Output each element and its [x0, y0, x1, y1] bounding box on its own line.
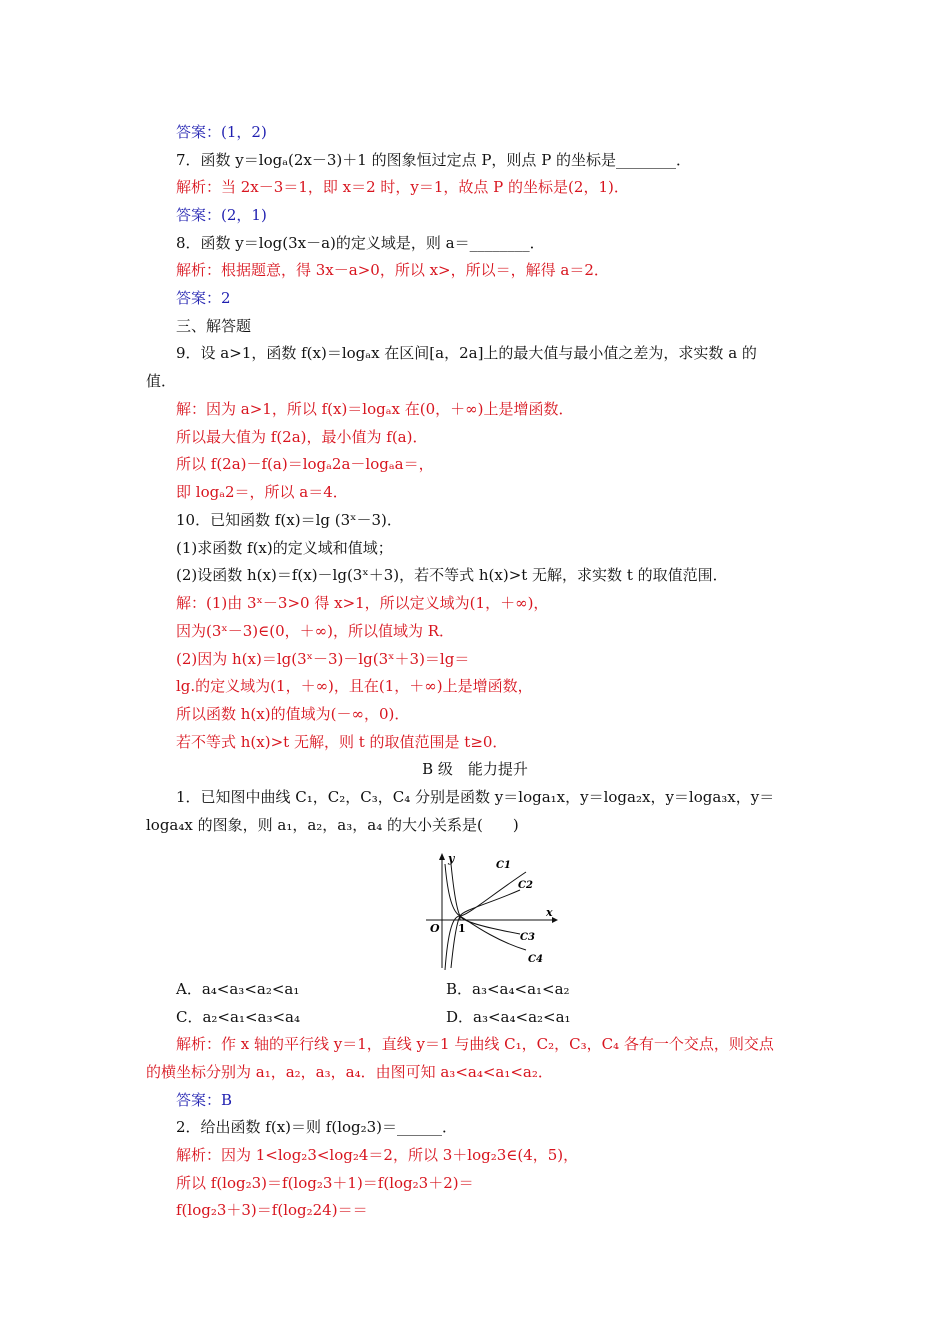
solution-line: 即 logₐ2＝，所以 a＝4．: [176, 483, 348, 501]
solution-line: 所以 f(log₂3)＝f(log₂3＋1)＝f(log₂3＋2)＝: [176, 1174, 474, 1192]
question-10-part-1: (1)求函数 f(x)的定义域和值域；: [176, 539, 393, 557]
solution-line: 所以最大值为 f(2a)，最小值为 f(a)．: [176, 428, 428, 446]
answer-line: 答案：(1，2): [176, 123, 267, 141]
x-axis-label: x: [546, 906, 553, 919]
solution-line: 所以函数 h(x)的值域为(－∞，0)．: [176, 705, 410, 723]
solution-line: 所以 f(2a)－f(a)＝logₐ2a－logₐa＝，: [176, 455, 434, 473]
question-b2: 2．给出函数 f(x)＝则 f(log₂3)＝______．: [176, 1118, 458, 1136]
question-b1-continued: loga₄x 的图象，则 a₁，a₂，a₃，a₄ 的大小关系是( ): [146, 816, 519, 834]
answer-line: 答案：2: [176, 289, 231, 307]
solution-line: (2)因为 h(x)＝lg(3ˣ－3)－lg(3ˣ＋3)＝lg＝: [176, 650, 470, 668]
question-9-continued: 值．: [146, 372, 177, 390]
solution-line: 若不等式 h(x)>t 无解，则 t 的取值范围是 t≥0．: [176, 733, 508, 751]
option-d: D．a₃<a₄<a₂<a₁: [446, 1008, 571, 1026]
question-8: 8．函数 y＝log(3x－a)的定义域是，则 a＝________．: [176, 234, 545, 252]
c1-label: C1: [496, 860, 511, 871]
solution-line: f(log₂3＋3)＝f(log₂24)＝＝: [176, 1201, 368, 1219]
solution-line: 因为(3ˣ－3)∈(0，＋∞)，所以值域为 R．: [176, 622, 455, 640]
one-label: 1: [458, 922, 466, 935]
solution-line: 的横坐标分别为 a₁，a₂，a₃，a₄．由图可知 a₃<a₄<a₁<a₂．: [146, 1063, 553, 1081]
solution-line: 解析：根据题意，得 3x－a>0，所以 x>，所以＝，解得 a＝2．: [176, 261, 609, 279]
solution-line: 解析：因为 1<log₂3<log₂4＝2，所以 3＋log₂3∈(4，5)，: [176, 1146, 579, 1164]
answer-line: 答案：(2，1): [176, 206, 267, 224]
y-axis-label: y: [448, 852, 455, 865]
solution-line: 解：因为 a>1，所以 f(x)＝logₐx 在(0，＋∞)上是增函数．: [176, 400, 574, 418]
question-9: 9．设 a>1，函数 f(x)＝logₐx 在区间[a，2a]上的最大值与最小值之差为，求实数 a 的: [176, 344, 757, 362]
log-curves-figure: [418, 850, 558, 972]
question-10-part-2: (2)设函数 h(x)＝f(x)－lg(3ˣ＋3)，若不等式 h(x)>t 无解，求实数 t 的取值范围．: [176, 566, 728, 584]
section-title-b: B 级 能力提升: [422, 760, 528, 778]
c4-label: C4: [528, 954, 543, 965]
question-7: 7．函数 y＝logₐ(2x－3)＋1 的图象恒过定点 P，则点 P 的坐标是________．: [176, 151, 692, 169]
origin-label: O: [430, 922, 440, 935]
y-axis-arrow-icon: [439, 853, 445, 860]
option-c: C．a₂<a₁<a₃<a₄: [176, 1008, 301, 1026]
option-b: B．a₃<a₄<a₁<a₂: [446, 980, 570, 998]
c3-label: C3: [520, 932, 535, 943]
answer-line: 答案：B: [176, 1091, 233, 1109]
solution-line: 解析：当 2x－3＝1，即 x＝2 时，y＝1，故点 P 的坐标是(2，1)．: [176, 178, 629, 196]
solution-line: lg.的定义域为(1，＋∞)，且在(1，＋∞)上是增函数，: [176, 677, 533, 695]
solution-line: 解：(1)由 3ˣ－3>0 得 x>1，所以定义域为(1，＋∞)，: [176, 594, 549, 612]
question-b1: 1．已知图中曲线 C₁，C₂，C₃，C₄ 分别是函数 y＝loga₁x，y＝loga₂x，y＝loga₃x，y＝: [176, 788, 775, 806]
section-heading: 三、解答题: [176, 317, 252, 335]
curve-c1: [445, 872, 526, 970]
x-axis-arrow-icon: [552, 917, 558, 923]
question-10: 10．已知函数 f(x)＝lg (3ˣ－3)．: [176, 511, 402, 529]
option-a: A．a₄<a₃<a₂<a₁: [176, 980, 300, 998]
solution-line: 解析：作 x 轴的平行线 y＝1，直线 y＝1 与曲线 C₁，C₂，C₃，C₄ 各有一个交点，则交点: [176, 1035, 774, 1053]
c2-label: C2: [518, 880, 533, 891]
